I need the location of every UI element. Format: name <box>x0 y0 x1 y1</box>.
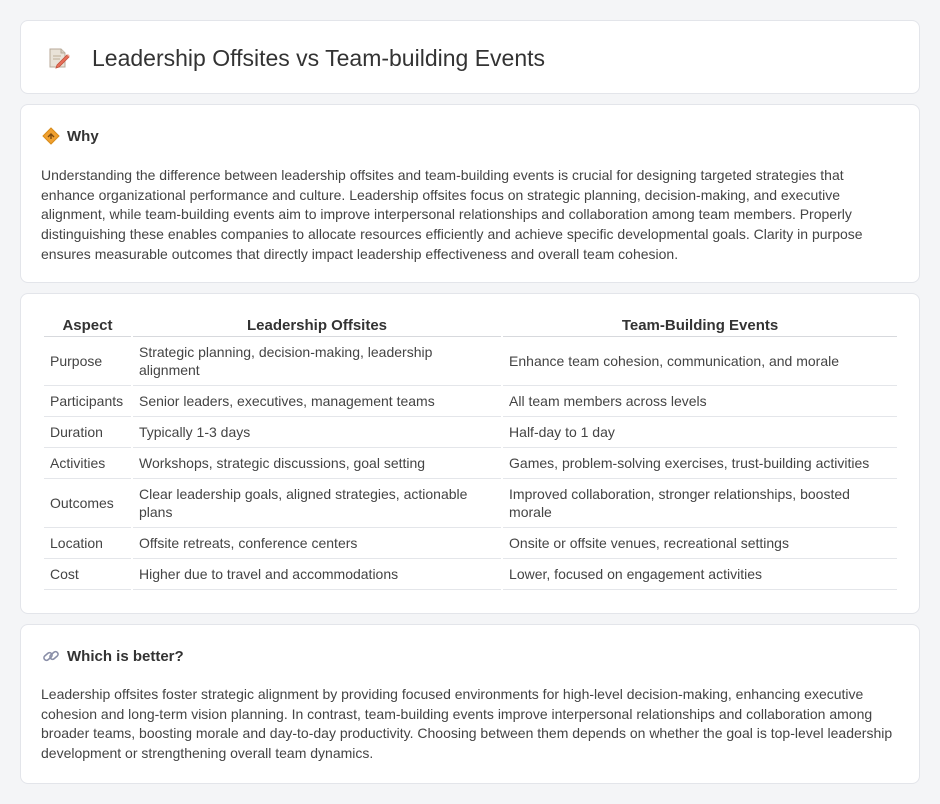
header-aspect: Aspect <box>44 315 131 337</box>
table-row <box>44 559 897 590</box>
header-team-building-events: Team-Building Events <box>503 315 897 337</box>
why-text: Understanding the difference between leadership offsites and team-building events is crucial for designing targeted strategies that enhance organizational performance and culture. Leadership offsites focus on strategic planning, decision-making, and executive alignment, while team-building events aim to improve interpersonal relationships and collaboration among team members. Properly distinguishing these enables companies to allocate resources efficiently and achieve specific developmental goals. Clarity in purpose ensures measurable outcomes that directly impact leadership effectiveness and overall team cohesion. <box>41 167 863 262</box>
table-row <box>44 386 897 417</box>
row-team-building-value: Enhance team cohesion, communication, and morale <box>503 337 897 386</box>
row-leadership-value: Typically 1-3 days <box>133 417 501 448</box>
table-header-row <box>44 315 897 337</box>
comparison-table <box>42 315 899 590</box>
row-leadership-value: Higher due to travel and accommodations <box>133 559 501 590</box>
header-card <box>20 20 920 94</box>
row-aspect: Purpose <box>44 337 131 386</box>
which-is-better-text: Leadership offsites foster strategic alignment by providing focused environments for high-level decision-making, enhancing executive cohesion and long-term vision planning. In contrast, team-building events improve interpersonal relationships and collaboration among broader teams, boosting morale and day-to-day productivity. Choosing between them depends on whether the goal is top-level leadership development or strengthening overall team dynamics. <box>41 686 893 762</box>
comparison-section <box>20 293 920 614</box>
row-leadership-value: Workshops, strategic discussions, goal setting <box>133 448 501 479</box>
row-aspect: Duration <box>44 417 131 448</box>
which-is-better-heading: Which is better? <box>67 648 184 665</box>
row-leadership-value: Offsite retreats, conference centers <box>133 528 501 559</box>
why-section <box>20 104 920 283</box>
row-team-building-value: Games, problem-solving exercises, trust-building activities <box>503 448 897 479</box>
row-aspect: Participants <box>44 386 131 417</box>
table-row <box>44 417 897 448</box>
which-is-better-section <box>20 624 920 784</box>
row-leadership-value: Clear leadership goals, aligned strategies, actionable plans <box>133 479 501 528</box>
row-aspect: Location <box>44 528 131 559</box>
table-row <box>44 479 897 528</box>
document-pencil-icon <box>48 46 70 70</box>
row-aspect: Outcomes <box>44 479 131 528</box>
row-team-building-value: Lower, focused on engagement activities <box>503 559 897 590</box>
header-leadership-offsites: Leadership Offsites <box>133 315 501 337</box>
row-team-building-value: Onsite or offsite venues, recreational settings <box>503 528 897 559</box>
row-team-building-value: Improved collaboration, stronger relationships, boosted morale <box>503 479 897 528</box>
table-row <box>44 528 897 559</box>
diamond-sign-icon <box>42 127 60 145</box>
table-row <box>44 448 897 479</box>
link-icon <box>42 647 60 665</box>
row-leadership-value: Senior leaders, executives, management teams <box>133 386 501 417</box>
table-row <box>44 337 897 386</box>
row-aspect: Activities <box>44 448 131 479</box>
row-team-building-value: Half-day to 1 day <box>503 417 897 448</box>
why-heading: Why <box>67 128 99 145</box>
row-aspect: Cost <box>44 559 131 590</box>
row-team-building-value: All team members across levels <box>503 386 897 417</box>
page-title: Leadership Offsites vs Team-building Events <box>92 45 546 71</box>
row-leadership-value: Strategic planning, decision-making, leadership alignment <box>133 337 501 386</box>
